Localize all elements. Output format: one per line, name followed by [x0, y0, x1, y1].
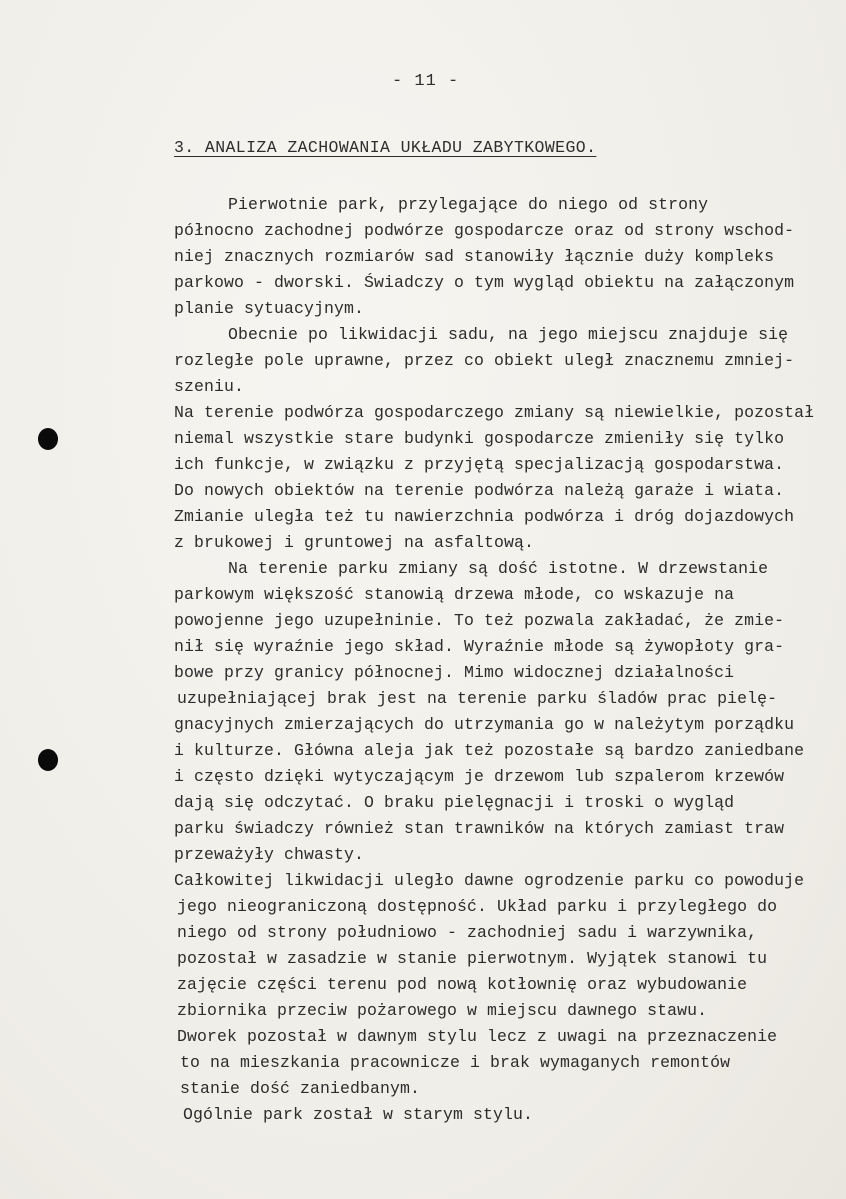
- text-line: szeniu.: [174, 377, 245, 396]
- text-line: stanie dość zaniedbanym.: [180, 1079, 421, 1098]
- text-line: Na terenie parku zmiany są dość istotne. W drzewstanie: [228, 559, 769, 578]
- text-line: to na mieszkania pracownicze i brak wymaganych remontów: [180, 1053, 731, 1072]
- text-line: niemal wszystkie stare budynki gospodarcze zmieniły się tylko: [174, 429, 785, 448]
- text-line: rozległe pole uprawne, przez co obiekt uległ znacznemu zmniej-: [174, 351, 795, 370]
- text-line: Do nowych obiektów na terenie podwórza należą garaże i wiata.: [174, 481, 785, 500]
- text-line: uzupełniającej brak jest na terenie parku śladów prac pielę-: [177, 689, 778, 708]
- text-line: parkowo - dworski. Świadczy o tym wygląd obiektu na załączonym: [174, 273, 795, 292]
- text-line: nił się wyraźnie jego skład. Wyraźnie młode są żywopłoty gra-: [174, 637, 785, 656]
- text-line: przeważyły chwasty.: [174, 845, 365, 864]
- text-line: Obecnie po likwidacji sadu, na jego miejscu znajduje się: [228, 325, 789, 344]
- text-line: zbiornika przeciw pożarowego w miejscu dawnego stawu.: [177, 1001, 708, 1020]
- text-line: pozostał w zasadzie w stanie pierwotnym. Wyjątek stanowi tu: [177, 949, 768, 968]
- text-line: Zmianie uległa też tu nawierzchnia podwórza i dróg dojazdowych: [174, 507, 795, 526]
- text-line: Dworek pozostał w dawnym stylu lecz z uwagi na przeznaczenie: [177, 1027, 778, 1046]
- text-line: Ogólnie park został w starym stylu.: [183, 1105, 534, 1124]
- punch-hole-bottom: [38, 749, 58, 771]
- punch-hole-top: [38, 428, 58, 450]
- text-line: zajęcie części terenu pod nową kotłownię oraz wybudowanie: [177, 975, 748, 994]
- text-line: ich funkcje, w związku z przyjętą specjalizacją gospodarstwa.: [174, 455, 785, 474]
- text-line: niego od strony południowo - zachodniej sadu i warzywnika,: [177, 923, 758, 942]
- text-line: i często dzięki wytyczającym je drzewom lub szpalerom krzewów: [174, 767, 785, 786]
- text-line: i kulturze. Główna aleja jak też pozostałe są bardzo zaniedbane: [174, 741, 805, 760]
- text-line: powojenne jego uzupełninie. To też pozwala zakładać, że zmie-: [174, 611, 785, 630]
- text-line: północno zachodnej podwórze gospodarcze oraz od strony wschod-: [174, 221, 795, 240]
- text-line: Pierwotnie park, przylegające do niego od strony: [228, 195, 709, 214]
- text-line: gnacyjnych zmierzających do utrzymania go w należytym porządku: [174, 715, 795, 734]
- text-line: planie sytuacyjnym.: [174, 299, 365, 318]
- text-line: Na terenie podwórza gospodarczego zmiany są niewielkie, pozostał: [174, 403, 815, 422]
- text-line: z brukowej i gruntowej na asfaltową.: [174, 533, 535, 552]
- text-line: bowe przy granicy północnej. Mimo widocznej działalności: [174, 663, 735, 682]
- text-line: Całkowitej likwidacji uległo dawne ogrodzenie parku co powoduje: [174, 871, 805, 890]
- text-line: parkowym większość stanowią drzewa młode, co wskazuje na: [174, 585, 735, 604]
- text-line: jego nieograniczoną dostępność. Układ parku i przyległego do: [177, 897, 778, 916]
- text-line: parku świadczy również stan trawników na których zamiast traw: [174, 819, 785, 838]
- page-number: - 11 -: [392, 72, 460, 91]
- section-heading: 3. ANALIZA ZACHOWANIA UKŁADU ZABYTKOWEGO.: [174, 138, 597, 157]
- text-line: dają się odczytać. O braku pielęgnacji i troski o wygląd: [174, 793, 735, 812]
- text-line: niej znacznych rozmiarów sad stanowiły łącznie duży kompleks: [174, 247, 775, 266]
